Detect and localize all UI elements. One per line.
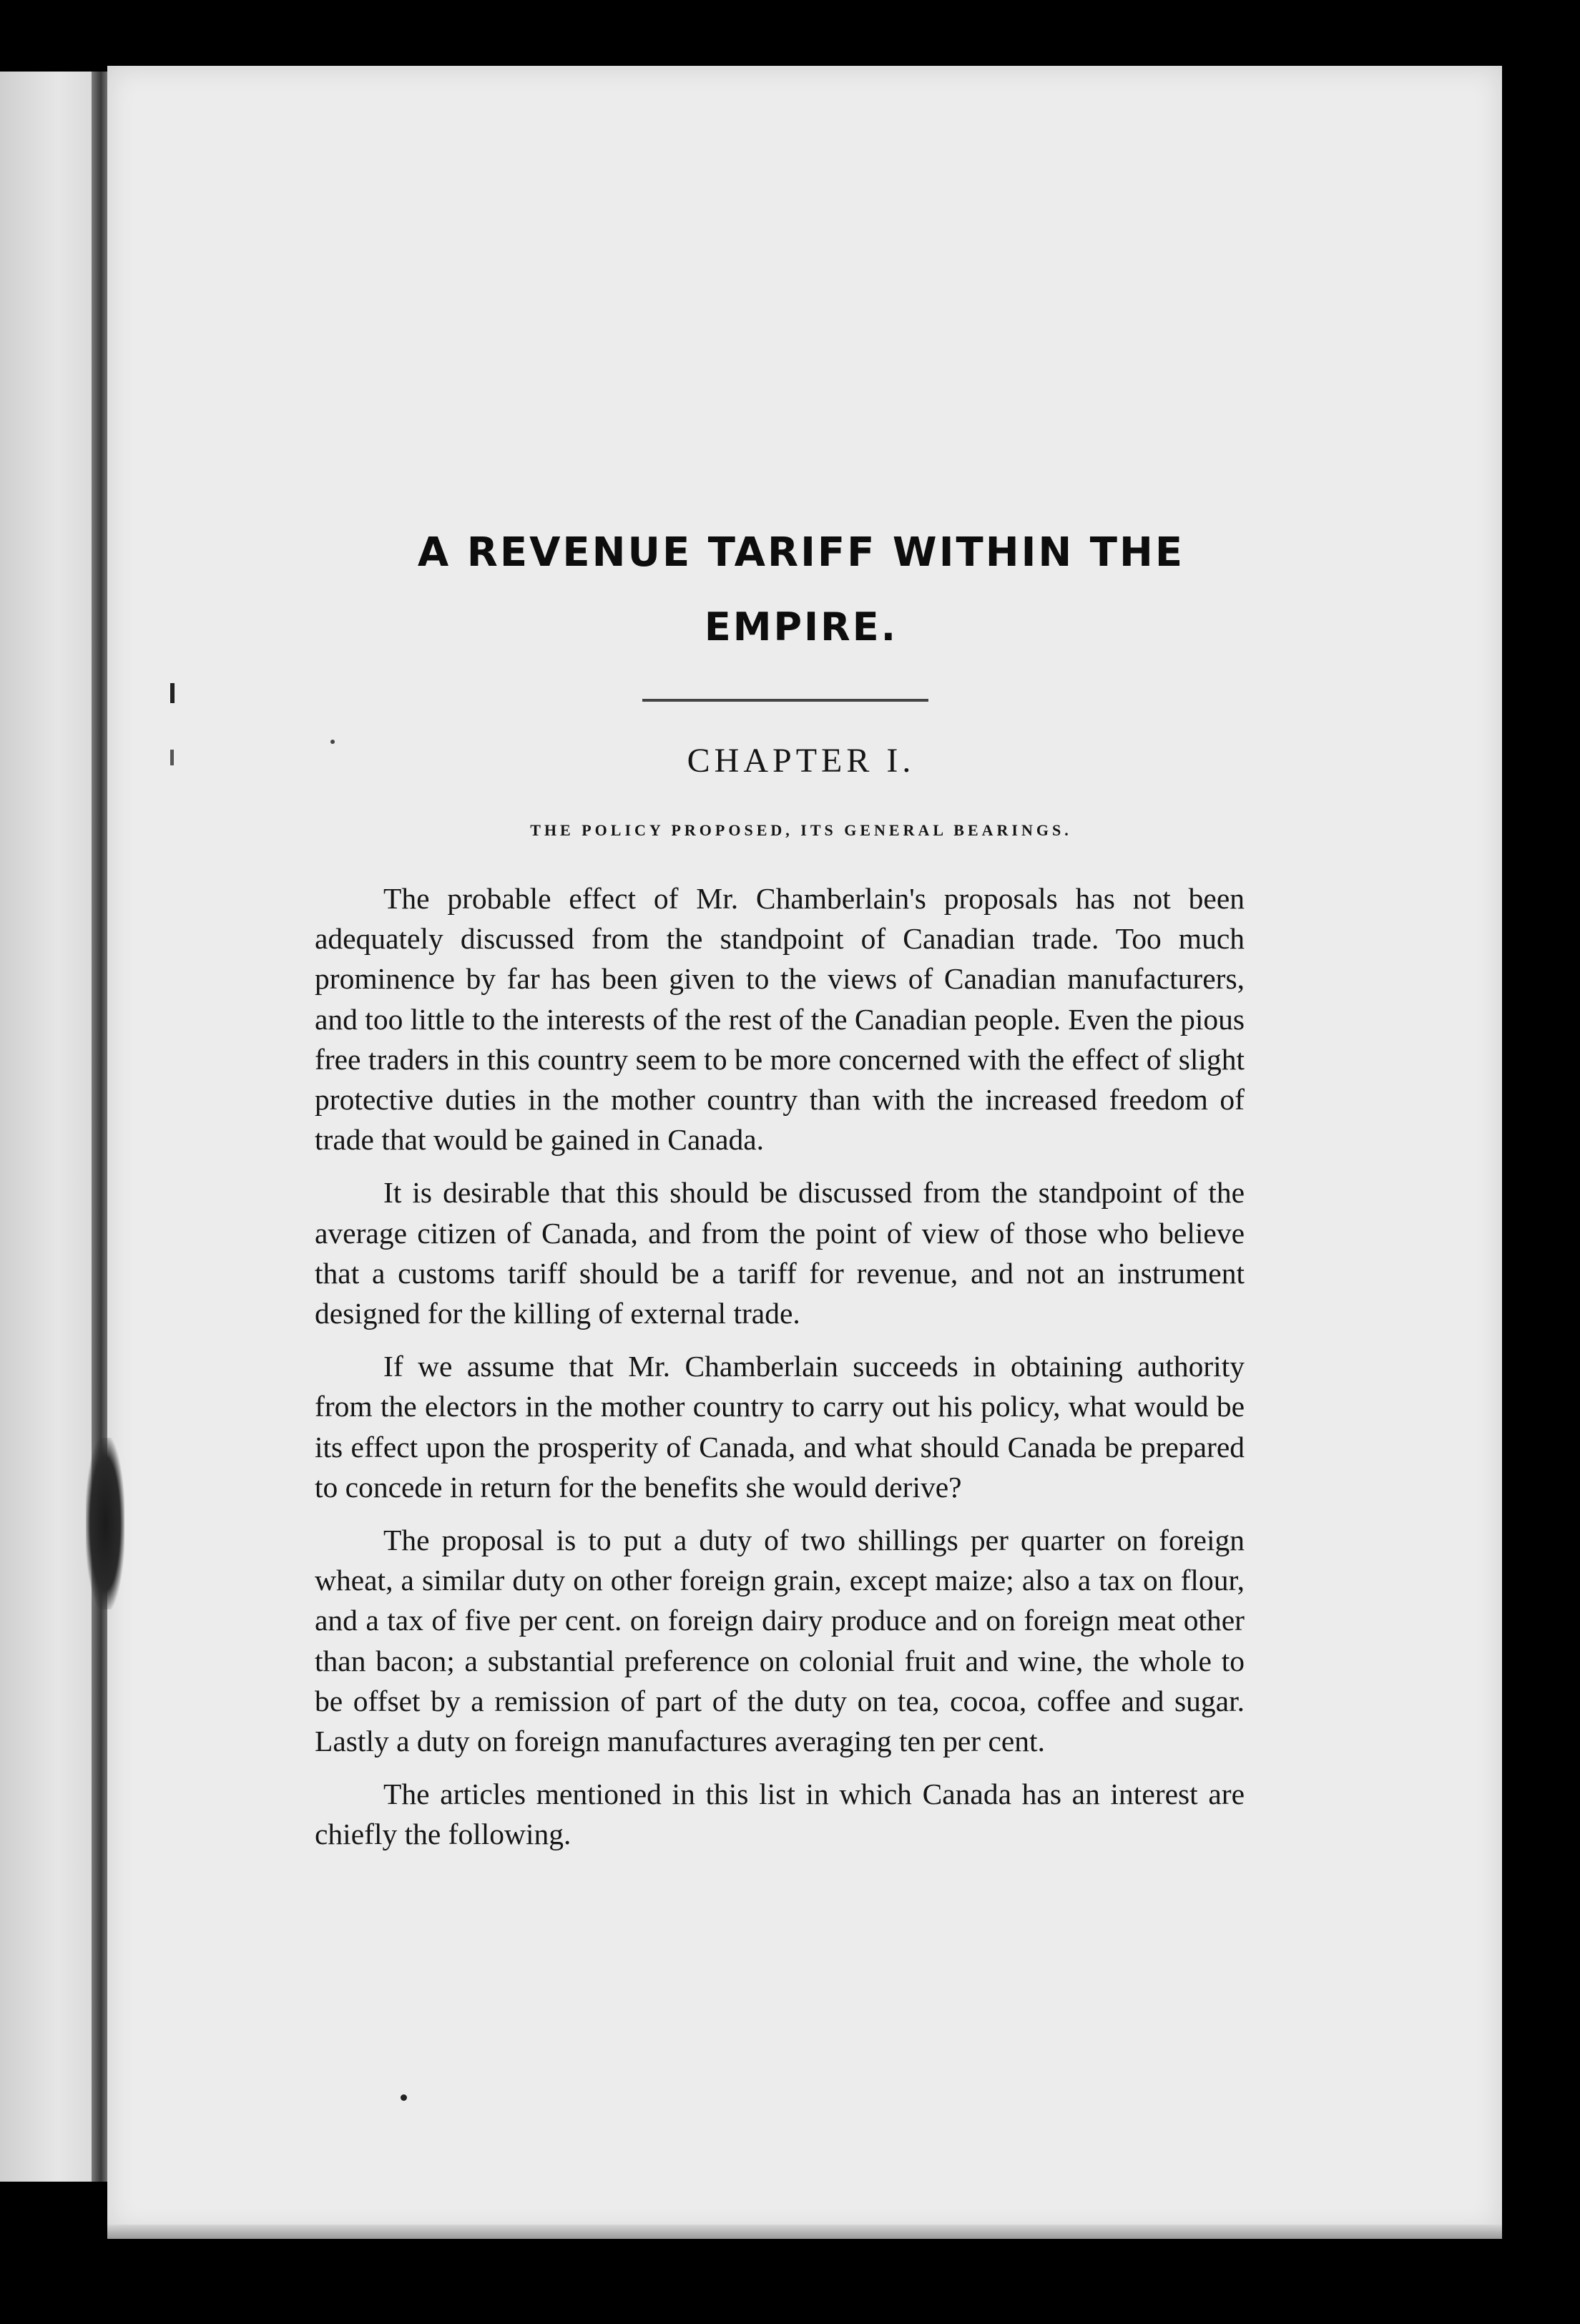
page-title-continuation: EMPIRE. <box>704 604 898 649</box>
margin-mark <box>170 683 175 703</box>
paragraph: It is desirable that this should be discussed from the standpoint of the average citizen of Canada, and from the point of view of those who believe that a customs tariff should be a tariff for revenue, and not an instrument designed for the killing of external trade. <box>315 1176 1245 1330</box>
left-page-edge <box>0 72 97 2182</box>
page-title: A REVENUE TARIFF WITHIN THE <box>417 529 1185 576</box>
paragraph: The probable effect of Mr. Chamberlain's proposals has not been adequately discussed from the standpoint of Canadian trade. Too much prominence by far has been given to the views of Canadian manufacturers, and too little to the interests of the rest of the Canadian people. Even the pious free traders in this country seem to be more concerned with the effect of slight protective duties in the mother country than with the increased freedom of trade that would be gained in Canada. <box>315 882 1245 1157</box>
binding-clip-mark <box>86 1438 124 1609</box>
body-text <box>315 878 1245 1868</box>
paragraph: The articles mentioned in this list in which Canada has an interest are chiefly the following. <box>315 1778 1245 1851</box>
chapter-heading: CHAPTER I. <box>687 742 916 780</box>
paragraph: The proposal is to put a duty of two shillings per quarter on foreign wheat, a similar duty on other foreign grain, except maize; also a tax on flour, and a tax of five per cent. on foreign dairy produce and on foreign meat other than bacon; a substantial preference on colonial fruit and wine, the whole to be offset by a remission of part of the duty on tea, cocoa, coffee and sugar. Lastly a duty on foreign manufactures averaging ten per cent. <box>315 1524 1245 1758</box>
title-divider <box>642 699 928 702</box>
margin-mark <box>170 750 174 765</box>
page-bottom-edge <box>107 2225 1502 2239</box>
paragraph: If we assume that Mr. Chamberlain succeeds in obtaining authority from the electors in the mother country to carry out his policy, what would be its effect upon the prosperity of Canada, and what should Canada be prepared to concede in return for the benefits she would derive? <box>315 1350 1245 1504</box>
chapter-subheading: THE POLICY PROPOSED, ITS GENERAL BEARINGS. <box>530 821 1072 839</box>
speck <box>330 740 335 744</box>
speck <box>401 2094 407 2101</box>
